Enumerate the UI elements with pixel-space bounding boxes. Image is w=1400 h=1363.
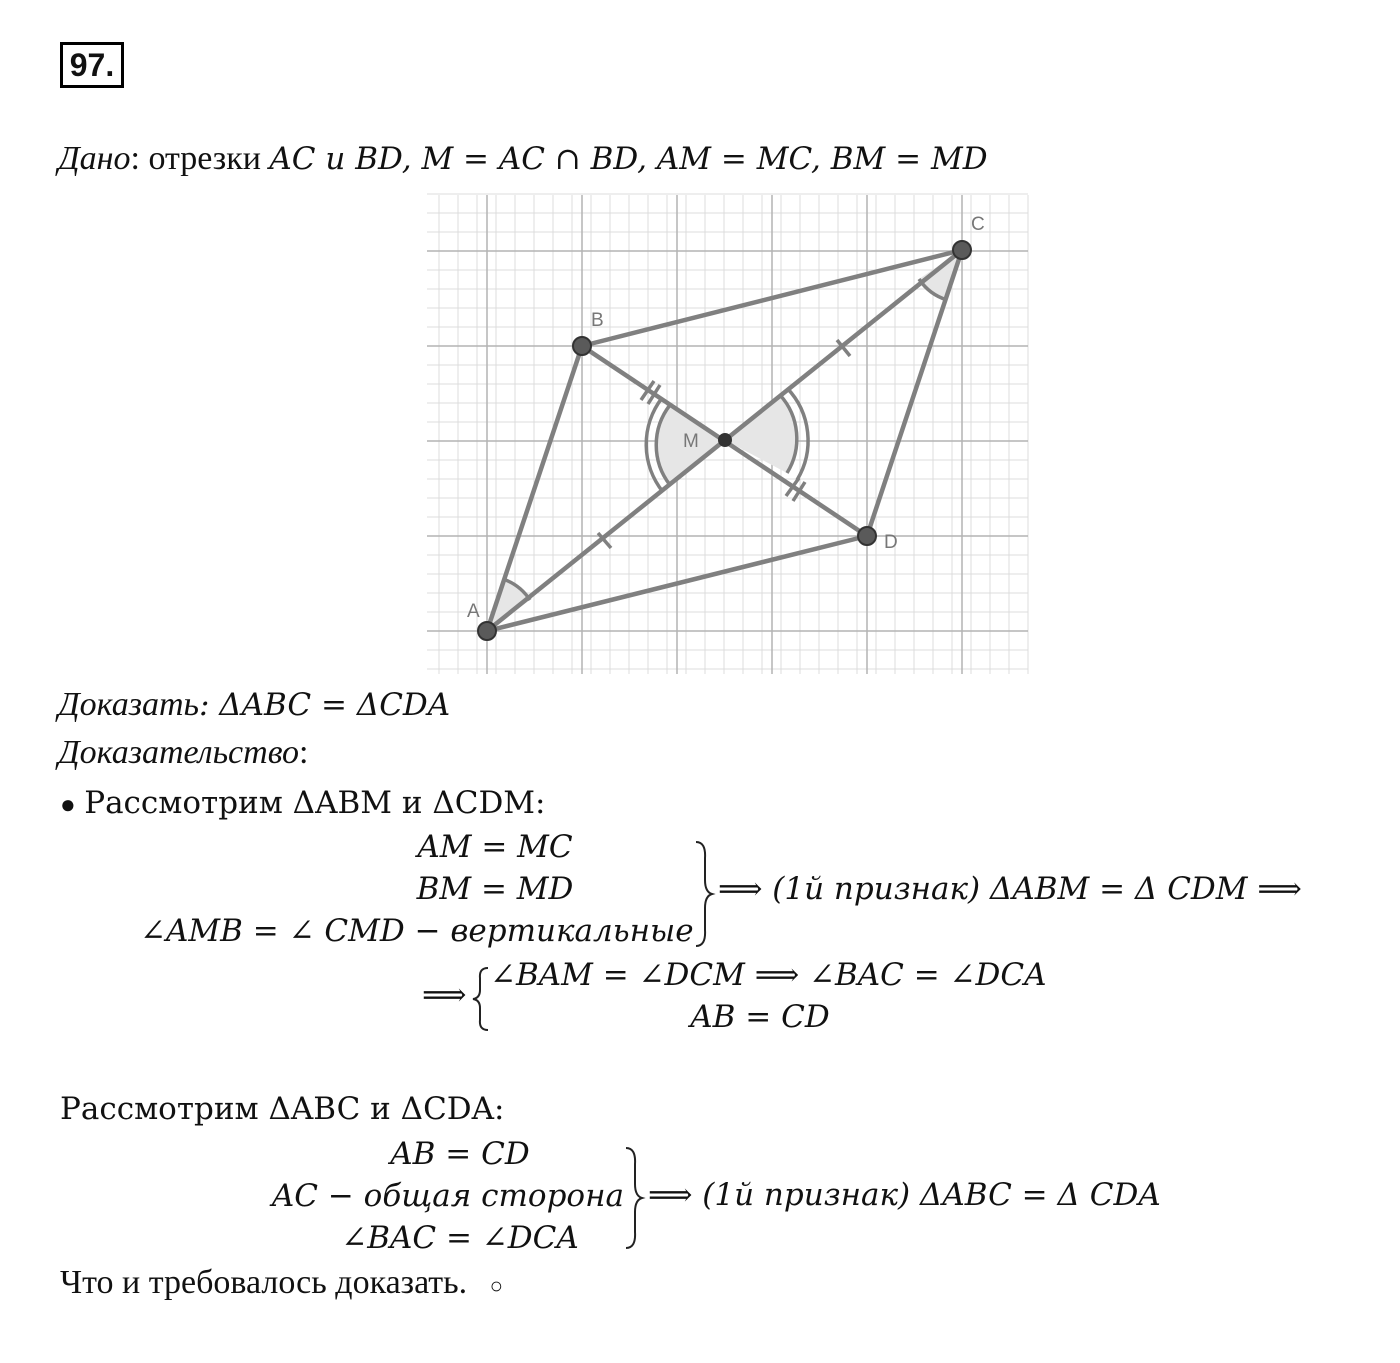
step1-right-brace — [692, 840, 716, 948]
given-line — [58, 140, 988, 178]
proof-label: Доказательство — [58, 734, 300, 771]
final-text: Что и требовалось доказать. — [60, 1264, 468, 1301]
final-line — [60, 1264, 503, 1302]
geometry-figure — [425, 190, 1030, 681]
step1-line-2: BM = MD — [416, 871, 574, 907]
label-d: D — [884, 532, 898, 553]
step2-intro: Рассмотрим ΔABC и ΔCDA: — [60, 1091, 505, 1127]
step2-line-1: AB = CD — [390, 1136, 530, 1172]
step1-intro-line — [60, 784, 546, 822]
point-c — [953, 241, 971, 259]
prove-math: : ΔABC = ΔCDA — [198, 687, 451, 723]
given-text: : отрезки — [130, 140, 270, 177]
point-a — [478, 622, 496, 640]
proof-heading — [58, 734, 308, 772]
point-b — [573, 337, 591, 355]
prove-label: Доказать — [58, 686, 199, 723]
label-b: B — [591, 310, 604, 331]
step2-line-3: ∠BAC = ∠DCA — [341, 1220, 579, 1256]
label-m: M — [683, 431, 699, 452]
step1-conclusion: ⟹ (1й признак) ΔABM = Δ CDM ⟹ — [718, 871, 1302, 907]
step1-result-2: AB = CD — [690, 999, 830, 1035]
step1-implies: ⟹ — [422, 977, 467, 1013]
step2-conclusion: ⟹ (1й признак) ΔABC = Δ CDA — [648, 1177, 1161, 1213]
proof-colon: : — [299, 734, 309, 771]
step1-result-1: ∠BAM = ∠DCM ⟹ ∠BAC = ∠DCA — [490, 957, 1047, 993]
step2-line-2: AC − общая сторона — [271, 1178, 624, 1214]
point-d — [858, 527, 876, 545]
step2-right-brace — [622, 1146, 646, 1250]
prove-line — [58, 686, 450, 724]
given-label: Дано — [58, 140, 131, 177]
label-c: C — [971, 214, 985, 235]
bullet: ● — [60, 790, 76, 819]
step1-line-1: AM = MC — [417, 829, 573, 865]
problem-number: 97. — [60, 42, 124, 88]
point-m — [719, 434, 731, 446]
given-math: AC и BD, M = AC ∩ BD, AM = MC, BM = MD — [269, 141, 988, 177]
figure-svg — [425, 190, 1030, 676]
step1-left-brace — [468, 966, 492, 1032]
step1-line-3: ∠AMB = ∠ CMD − вертикальные — [140, 913, 694, 949]
label-a: A — [467, 601, 480, 622]
final-mark: ○ — [489, 1273, 503, 1298]
step1-intro: Рассмотрим ΔABM и ΔCDM: — [84, 785, 546, 821]
